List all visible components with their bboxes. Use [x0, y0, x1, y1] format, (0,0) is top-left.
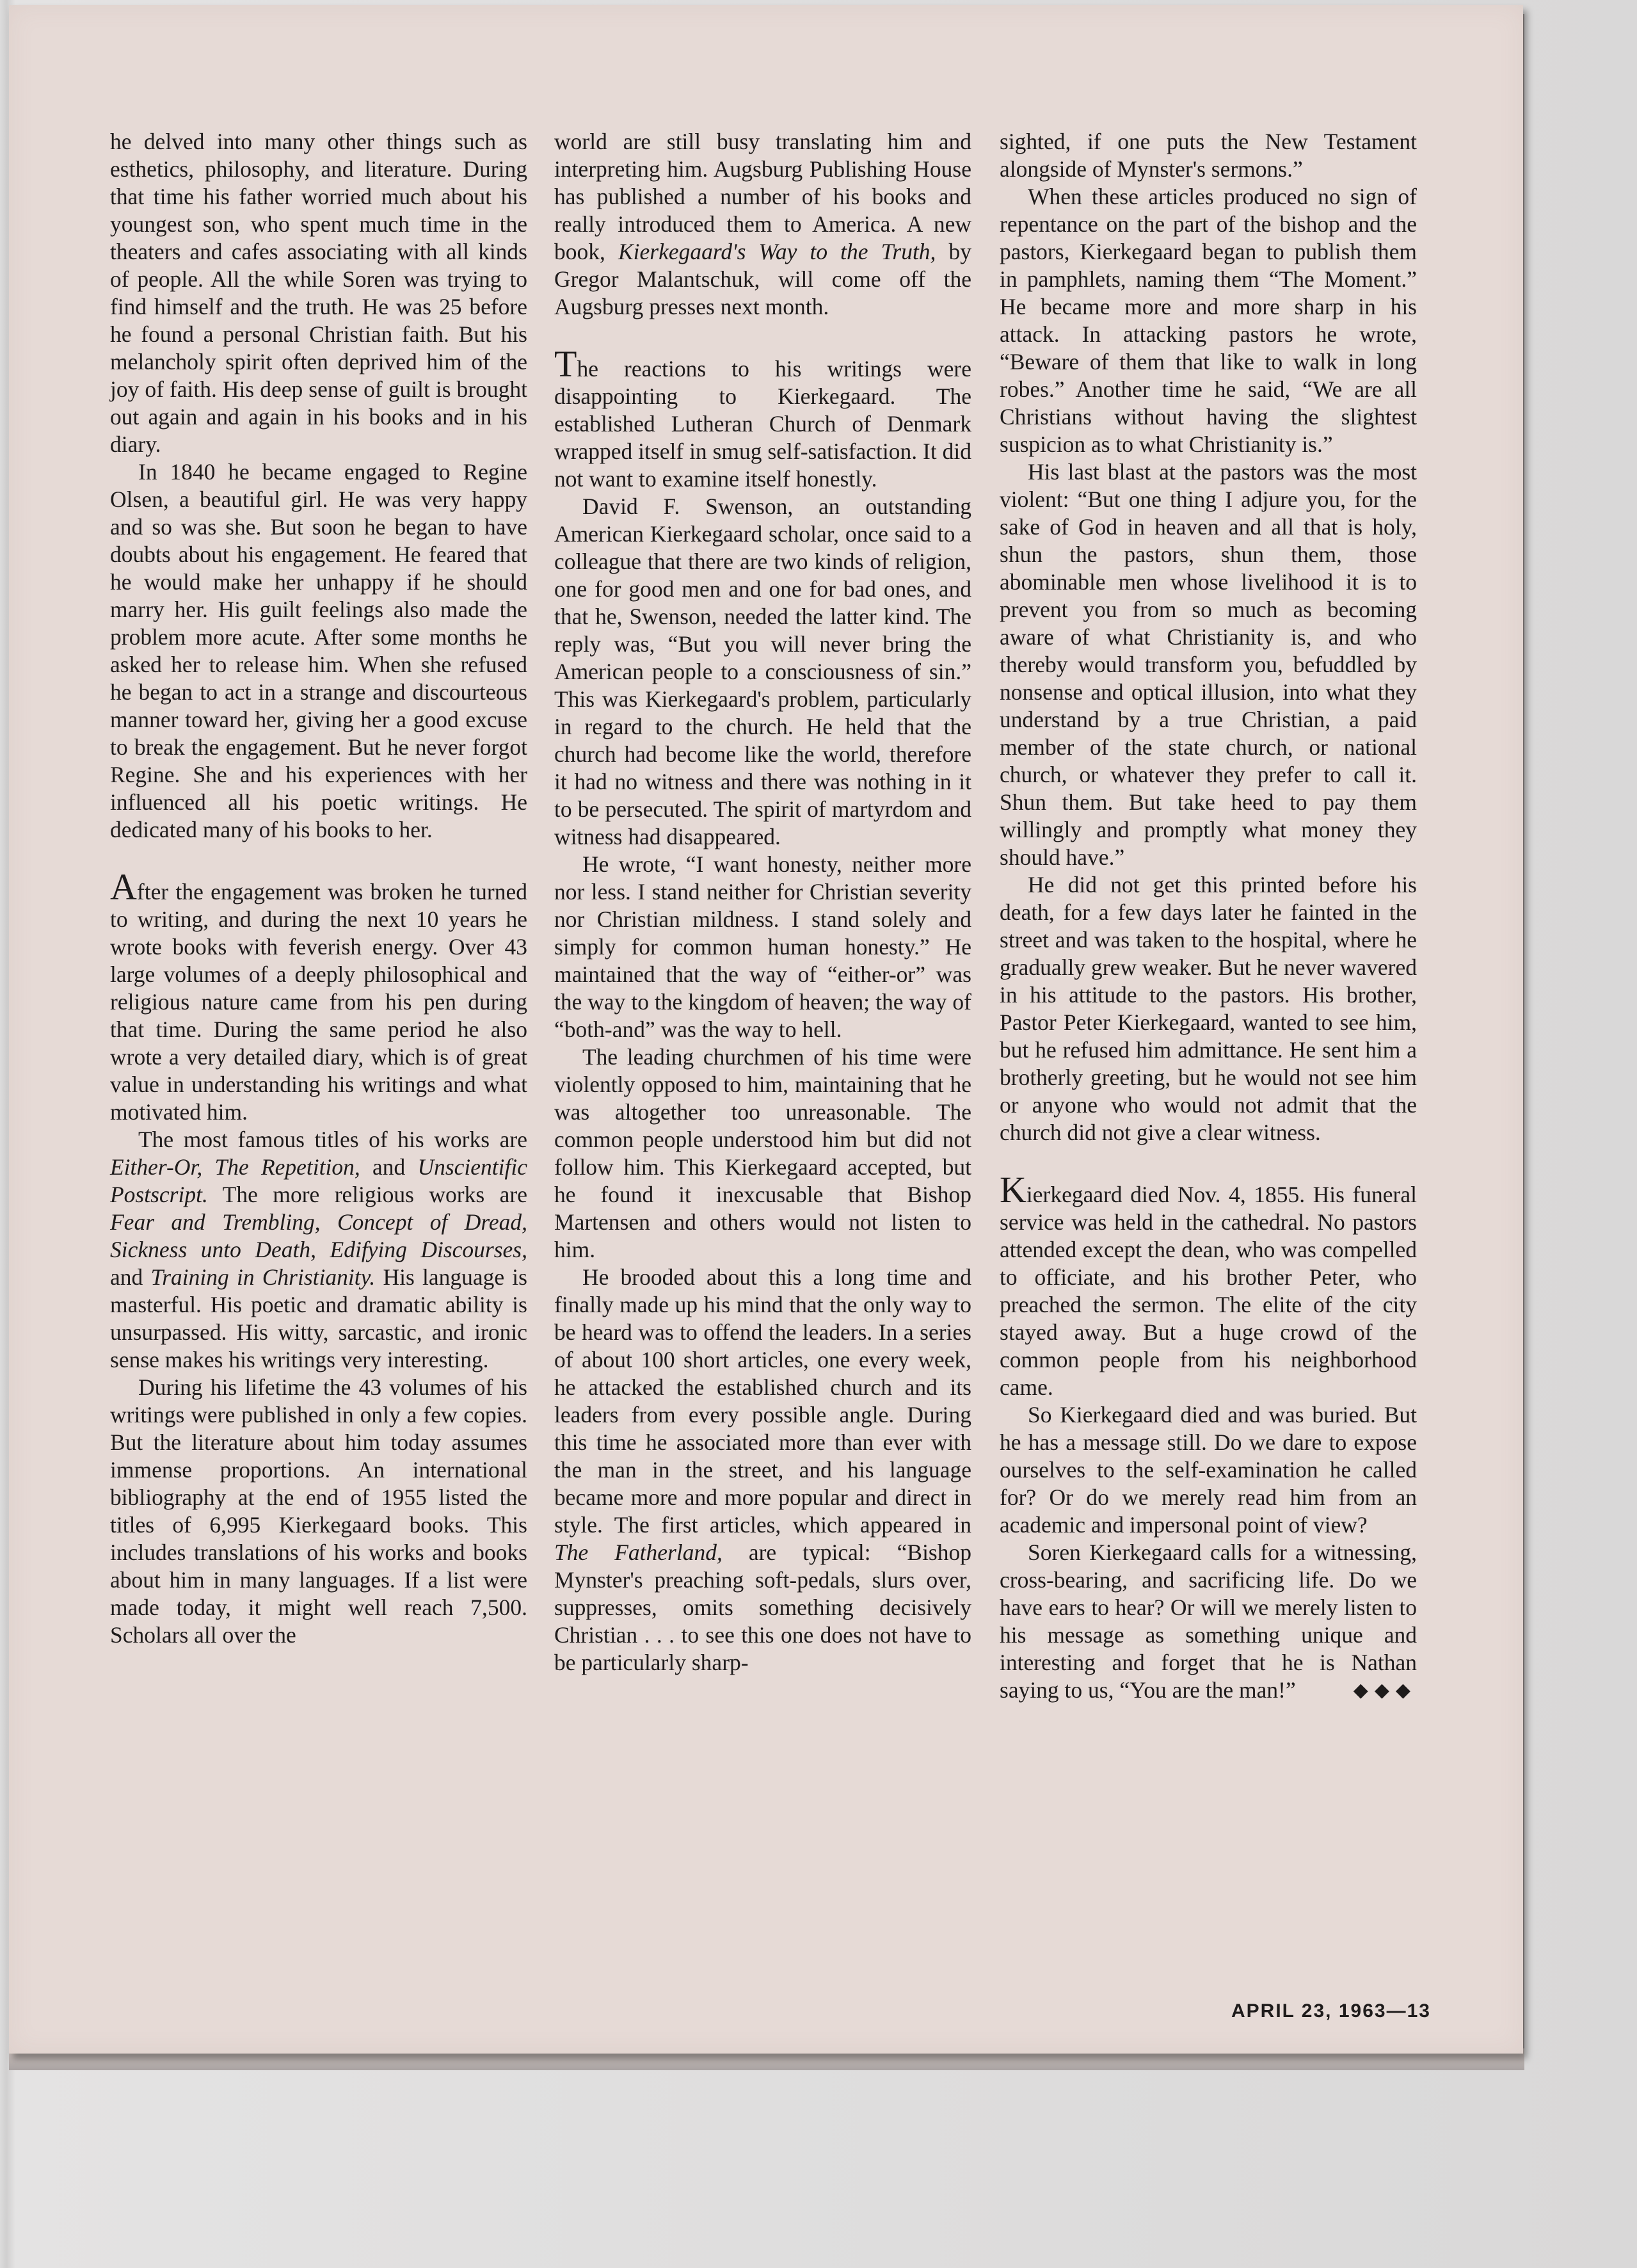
paragraph-text: by Gregor Malantschuk, will come off the Augsburg presses next month. — [554, 239, 972, 319]
paragraph: In 1840 he became engaged to Regine Olsen, a beautiful girl. He was very happy and so was she. But soon he began to have doubts about his engagement. He feared that he would make her unhappy if he should marry her. His guilt feelings also made the problem more acute. After some months he asked her to release him. When she refused he began to act in a strange and discourteous manner toward her, giving her a good excuse to break the engagement. But he never forgot Regine. She and his experiences with her influenced all his poetic writings. He dedicated many of his books to her. — [110, 459, 527, 842]
section-opening-paragraph — [1000, 1169, 1417, 1401]
paragraph-text: The more religious works are — [207, 1182, 527, 1207]
paragraph — [1000, 1539, 1417, 1704]
paragraph-text: The most famous titles of his works are — [138, 1127, 527, 1152]
paragraph-text: His language is masterful. His poetic and dramatic ability is unsurpassed. His witty, sarcastic, and ironic sense makes his writings very interesting. — [110, 1264, 527, 1372]
paragraph — [554, 1264, 971, 1677]
article-column-1 — [110, 128, 527, 1649]
paragraph — [554, 128, 971, 321]
article-column-2 — [554, 128, 971, 1677]
book-title: Training in Christianity. — [150, 1264, 376, 1290]
book-title: Either-Or, The Repetition, — [110, 1154, 360, 1180]
paragraph: David F. Swenson, an outstanding American Kierkegaard scholar, once said to a colleague that there are two kinds of religion, one for good men and one for bad ones, and that he, Swenson, needed the latter kind. The reply was, “But you will never bring the American people to a consciousness of sin.” This was Kierkegaard's problem, particularly in regard to the church. He held that the church had become like the world, therefore it had no witness and there was nothing in it to be persecuted. The spirit of martyrdom and witness had disappeared. — [554, 494, 971, 849]
drop-initial: K — [1000, 1169, 1026, 1210]
paragraph-text: fter the engagement was broken he turned to writing, and during the next 10 years he wrote books with feverish energy. Over 43 large volumes of a deeply philosophical and religious nature came from his pen during that time. During the same period he also wrote a very detailed diary, which is of great value in understanding his writings and what motivated him. — [110, 879, 527, 1125]
drop-initial: A — [110, 866, 137, 908]
paragraph: he delved into many other things such as esthetics, philosophy, and literature. During that time his father worried much about his youngest son, who spent much time in the theaters and cafes associating with all kinds of people. All the while Soren was trying to find himself and the truth. He was 25 before he found a personal Christian faith. But his melancholy spirit often deprived him of the joy of faith. His deep sense of guilt is brought out again and again in his books and in his diary. — [110, 129, 527, 457]
end-of-article-mark: ◆◆◆ — [1353, 1680, 1417, 1701]
paragraph-text: are typical: “Bishop Mynster's preaching soft-pedals, slurs over, suppresses, omits something decisively Christian . . . to see this one does not have to be particularly sharp- — [554, 1540, 971, 1675]
article-column-3 — [1000, 128, 1417, 1704]
paragraph: He wrote, “I want honesty, neither more nor less. I stand neither for Christian severity nor Christian mildness. I stand solely and simply for common human honesty.” He maintained that the way of “either-or” was the way to the kingdom of heaven; the way of “both-and” was the way to hell. — [554, 851, 971, 1042]
book-title: Fear and Trembling, Concept of Dread, Sickness unto Death, Edifying Discourses, — [110, 1209, 527, 1262]
paragraph: He did not get this printed before his death, for a few days later he fainted in the street and was taken to the hospital, where he gradually grew weaker. But he never wavered in his attitude to the pastors. His brother, Pastor Peter Kierkegaard, wanted to see him, but he refused him admittance. He sent him a brotherly greeting, but he would not see him or anyone who would not admit that the church did not give a clear witness. — [1000, 872, 1417, 1145]
paragraph-text: and — [110, 1264, 151, 1290]
book-title: Unscientific Postscript. — [110, 1154, 527, 1207]
paragraph-text: and — [360, 1154, 418, 1180]
paragraph — [110, 1126, 527, 1374]
paragraph-text: Soren Kierkegaard calls for a witnessing, cross-bearing, and sacrificing life. Do we have ears to hear? Or will we merely listen to his message as something unique and interesting and forget that he is Nathan saying to us, “You are the man!” — [1000, 1540, 1417, 1703]
section-opening-paragraph — [110, 866, 527, 1126]
publication-title: The Fatherland, — [554, 1540, 723, 1565]
paragraph: The leading churchmen of his time were violently opposed to him, maintaining that he was altogether too unreasonable. The common people understood him but did not follow him. This Kierkegaard accepted, but he found it inexcusable that Bishop Martensen and others would not listen to him. — [554, 1044, 971, 1262]
book-title: Kierkegaard's Way to the Truth, — [618, 239, 936, 264]
section-opening-paragraph — [554, 343, 971, 493]
paragraph: During his lifetime the 43 volumes of his writings were published in only a few copies. But the literature about him today assumes immense proportions. An international bibliography at the end of 1955 listed the titles of 6,995 Kierkegaard books. This includes translations of his works and books about him in many languages. If a list were made today, it might well reach 7,500. Scholars all over the — [110, 1374, 527, 1648]
paragraph: His last blast at the pastors was the most violent: “But one thing I adjure you, for the sake of God in heaven and all that is holy, shun the pastors, shun them, those abominable men whose livelihood it is to prevent you from so much as becoming aware of what Christianity is, and who thereby would transform you, befuddled by nonsense and optical illusion, into what they understand by a true Christian, a paid member of the state church, or national church, or whatever they prefer to call it. Shun them. But take heed to pay them willingly and promptly what money they should have.” — [1000, 459, 1417, 870]
paragraph: sighted, if one puts the New Testament alongside of Mynster's sermons.” — [1000, 129, 1417, 182]
page-folio: APRIL 23, 1963—13 — [1231, 2000, 1431, 2022]
paragraph-text: He brooded about this a long time and finally made up his mind that the only way to be heard was to offend the leaders. In a series of about 100 short articles, one every week, he attacked the established church and its leaders from every possible angle. During this time he associated more than ever with the man in the street, and his language became more and more popular and direct in style. The first articles, which appeared in — [554, 1264, 971, 1538]
paragraph-text: ierkegaard died Nov. 4, 1855. His funeral service was held in the cathedral. No pastors attended except the dean, who was compelled to officiate, and his brother Peter, who preached the sermon. The elite of the city stayed away. But a huge crowd of the common people from his neighborhood came. — [1000, 1182, 1417, 1400]
paragraph: So Kierkegaard died and was buried. But he has a message still. Do we dare to expose ourselves to the self-examination he called for? Or do we merely read him from an academic and impersonal point of view? — [1000, 1402, 1417, 1538]
paragraph-text: he reactions to his writings were disappointing to Kierkegaard. The established Lutheran Church of Denmark wrapped itself in smug self-satisfaction. It did not want to examine itself honestly. — [554, 356, 971, 492]
paragraph-text: world are still busy translating him and interpreting him. Augsburg Publishing House has published a number of his books and really introduced them to America. A new book, — [554, 129, 971, 264]
paragraph: When these articles produced no sign of repentance on the part of the bishop and the pastors, Kierkegaard began to publish them in pamphlets, naming them “The Moment.” He became more and more sharp in his attack. In attacking pastors he wrote, “Beware of them that like to walk in long robes.” Another time he said, “We are all Christians without having the slightest suspicion as to what Christianity is.” — [1000, 184, 1417, 457]
drop-initial: T — [554, 343, 577, 385]
